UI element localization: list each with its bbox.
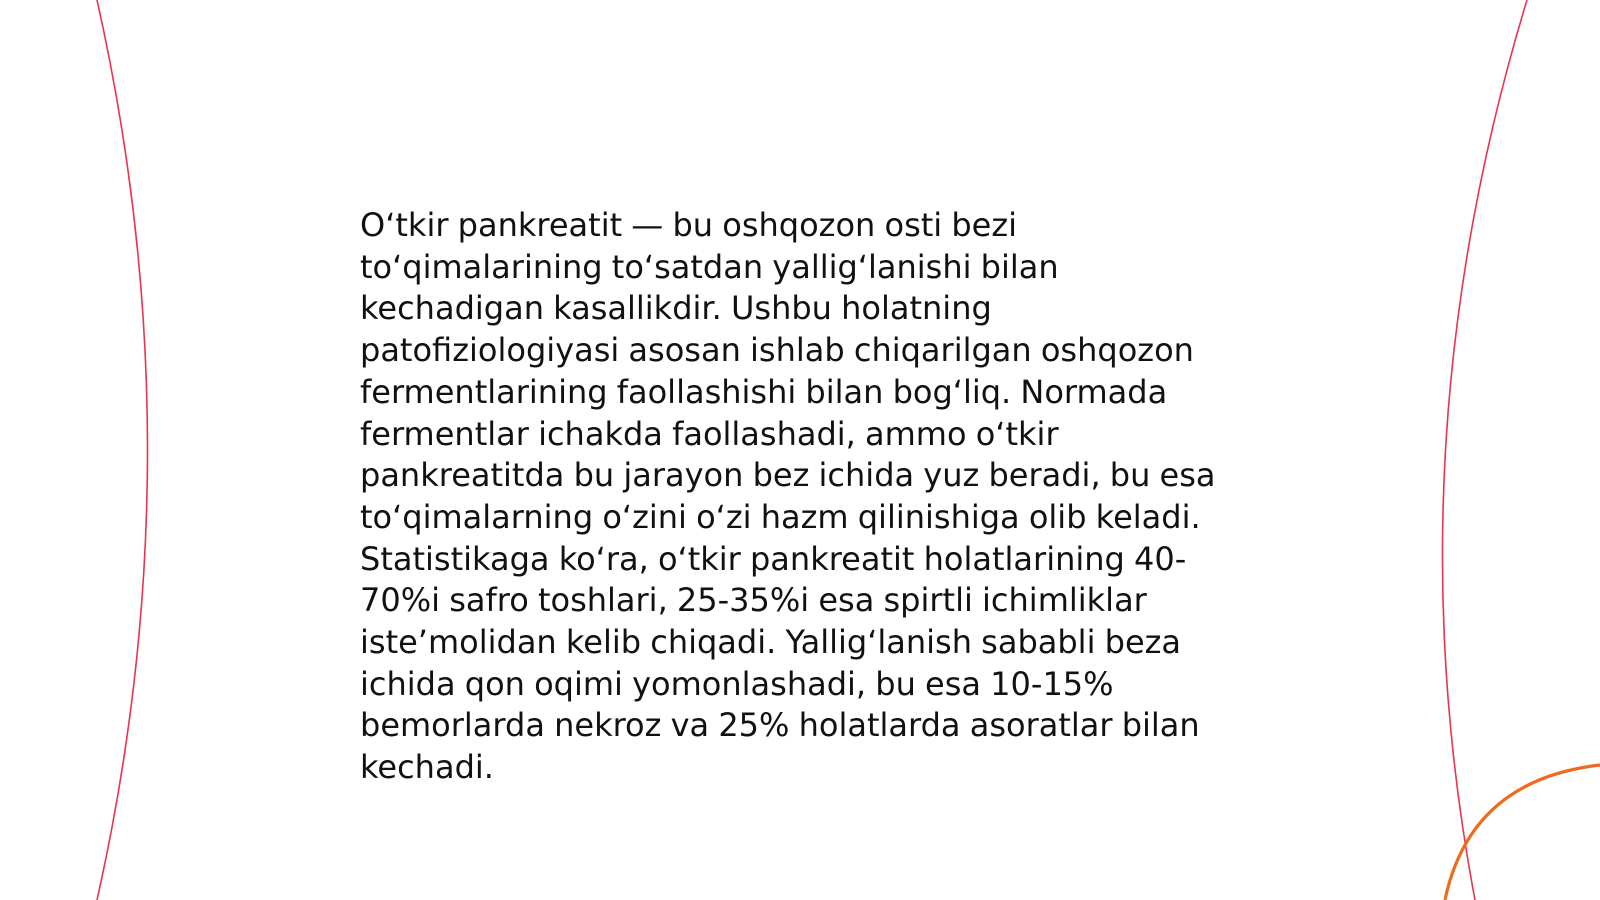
left-curve-line xyxy=(97,0,148,900)
body-paragraph: O‘tkir pankreatit — bu oshqozon osti bezi to‘qimalarining to‘satdan yallig‘lanishi bilan kechadigan kasallikdir. Ushbu holatning patofiziologiyasi asosan ishlab chiqarilgan oshqozon fermentlarining faollashishi bilan bog‘liq. Normada fermentlar ichakda faollashadi, ammo o‘tkir pankreatitda bu jarayon bez ichida yuz beradi, bu esa to‘qimalarning o‘zini o‘zi hazm qilinishiga olib keladi. Statistikaga ko‘ra, o‘tkir pankreatit holatlarining 40-70%i safro toshlari, 25-35%i esa spirtli ichimliklar iste’molidan kelib chiqadi. Yallig‘lanish sababli beza ichida qon oqimi yomonlashadi, bu esa 10-15% bemorlarda nekroz va 25% holatlarda asoratlar bilan kechadi. xyxy=(360,206,1216,787)
bottom-right-accent-arc xyxy=(1445,765,1600,900)
right-curve-line xyxy=(1442,0,1527,900)
